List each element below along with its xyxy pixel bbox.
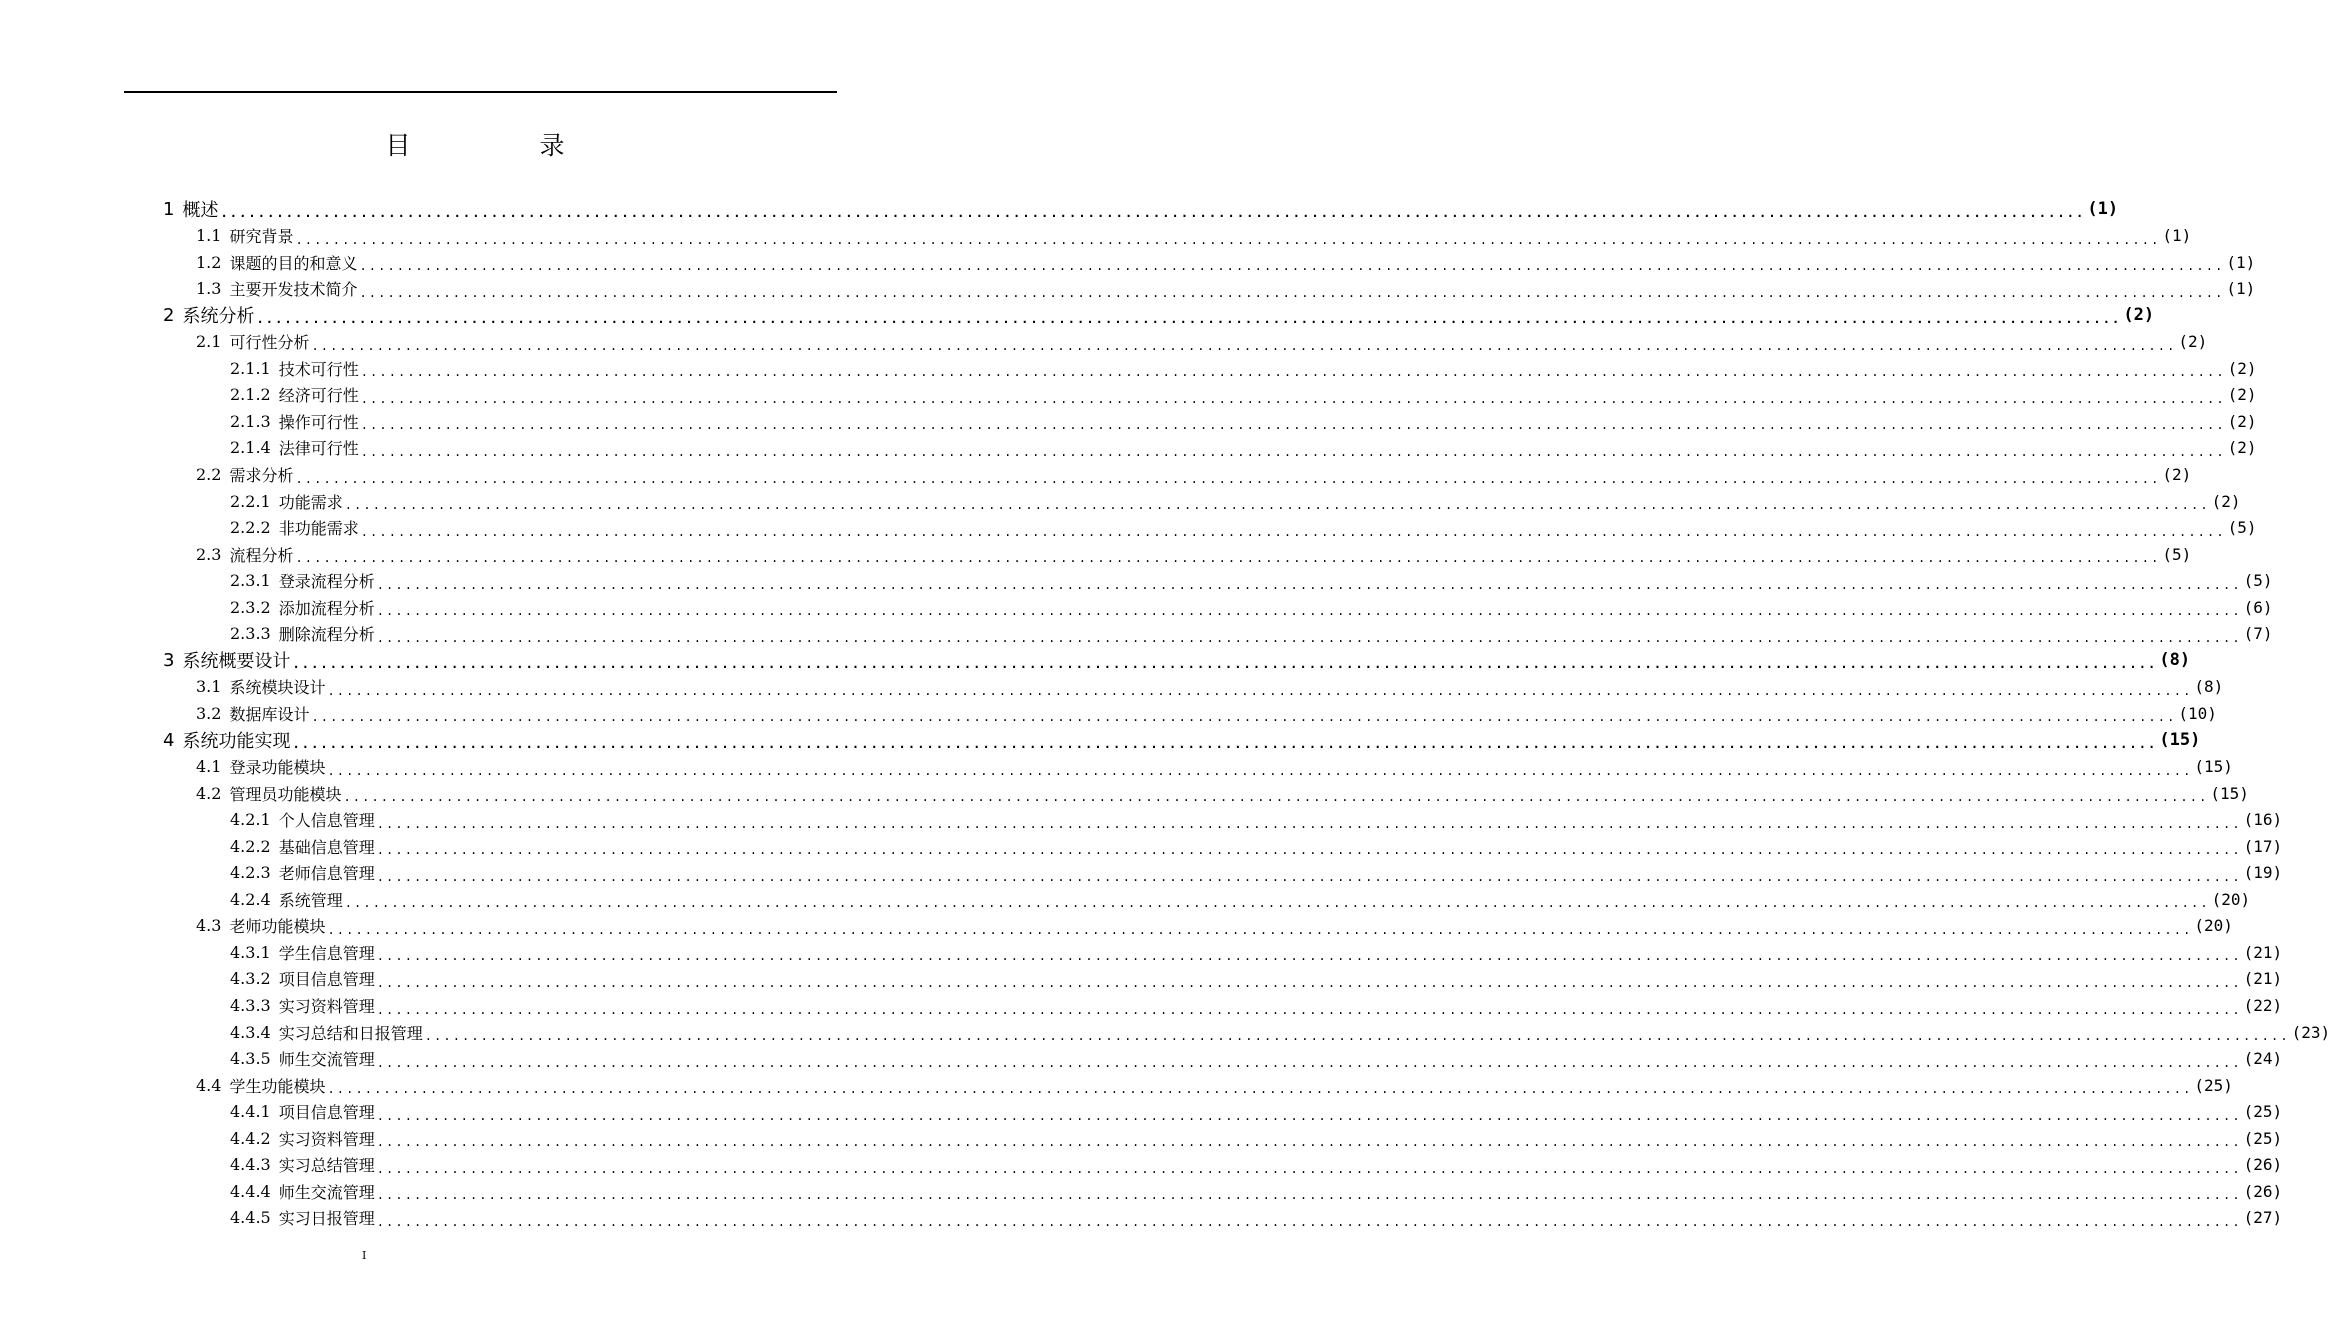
toc-entry[interactable] <box>230 833 2283 859</box>
toc-entry-label: 个人信息管理 <box>278 811 375 831</box>
toc-entry[interactable] <box>230 594 2273 620</box>
toc-title: 目 录 <box>385 131 617 160</box>
toc-entry[interactable] <box>230 435 2257 461</box>
toc-entry-number: 1.2 <box>196 252 222 272</box>
toc-entry-page: (5) <box>2227 518 2257 538</box>
toc-leader-dots: ........................................................................................................................................................................................................ <box>344 896 2210 911</box>
toc-entry-number: 1.1 <box>196 226 222 246</box>
toc-entry-page: (5) <box>2243 571 2273 591</box>
toc-entry-page: (2) <box>2211 491 2241 511</box>
toc-entry-label: 课题的目的和意义 <box>229 253 358 273</box>
toc-entry-page: (25) <box>2243 1128 2283 1148</box>
toc-entry-label: 功能需求 <box>278 492 343 512</box>
toc-entry-number: 2.3.2 <box>230 597 271 617</box>
toc-entry-number: 4 <box>163 729 175 751</box>
toc-entry-number: 2.3 <box>196 544 222 564</box>
toc-entry[interactable] <box>230 1125 2283 1151</box>
toc-entry-label: 研究背景 <box>229 227 294 247</box>
toc-entry-label: 实习总结和日报管理 <box>278 1023 423 1043</box>
toc-entry-label: 非功能需求 <box>278 519 359 539</box>
toc-leader-dots: ........................................................................................................................................................................................................ <box>376 1188 2242 1203</box>
toc-leader-dots: ........................................................................................................................................................................................................ <box>292 657 2158 672</box>
toc-entry-page: (8) <box>2194 677 2224 697</box>
toc-entry-number: 2.1.1 <box>230 358 271 378</box>
toc-leader-dots: ........................................................................................................................................................................................................ <box>376 869 2242 884</box>
toc-entry-page: (1) <box>2087 199 2119 219</box>
toc-leader-dots: ........................................................................................................................................................................................................ <box>376 975 2242 990</box>
toc-entry-number: 4.4.3 <box>230 1155 271 1175</box>
toc-leader-dots: ........................................................................................................................................................................................................ <box>359 285 2225 300</box>
toc-entry-page: (26) <box>2243 1155 2283 1175</box>
toc-entry[interactable] <box>230 621 2273 647</box>
toc-entry-number: 4.3.1 <box>230 942 271 962</box>
toc-entry-number: 4.3 <box>196 916 222 936</box>
toc-entry-page: (25) <box>2194 1075 2233 1095</box>
toc-leader-dots: ........................................................................................................................................................................................................ <box>327 763 2193 778</box>
toc-leader-dots: ........................................................................................................................................................................................................ <box>360 391 2226 406</box>
toc-entry-page: (1) <box>2226 252 2256 272</box>
toc-entry-number: 4.4.2 <box>230 1128 271 1148</box>
toc-entry-page: (8) <box>2159 650 2191 671</box>
toc-entry[interactable] <box>196 276 2256 302</box>
toc-leader-dots: ........................................................................................................................................................................................................ <box>311 710 2177 725</box>
toc-entry[interactable] <box>230 807 2283 833</box>
toc-leader-dots: ........................................................................................................................................................................................................ <box>360 418 2226 433</box>
toc-leader-dots: ........................................................................................................................................................................................................ <box>376 1135 2242 1150</box>
toc-entry[interactable] <box>230 1046 2283 1072</box>
toc-entry[interactable] <box>230 993 2283 1019</box>
toc-entry-number: 1.3 <box>196 279 222 299</box>
toc-entry[interactable] <box>230 966 2283 992</box>
toc-entry-label: 系统模块设计 <box>229 678 326 698</box>
toc-entry-label: 登录功能模块 <box>229 758 326 778</box>
toc-entry-page: (22) <box>2243 996 2283 1015</box>
toc-leader-dots: ........................................................................................................................................................................................................ <box>360 365 2226 380</box>
toc-entry-label: 实习资料管理 <box>278 997 375 1016</box>
toc-entry[interactable] <box>163 302 2155 328</box>
toc-entry[interactable] <box>196 674 2224 700</box>
toc-entry-label: 登录流程分析 <box>278 572 375 592</box>
toc-entry-label: 师生交流管理 <box>278 1182 375 1202</box>
toc-entry-page: (26) <box>2243 1181 2283 1201</box>
toc-entry-number: 2.1.3 <box>230 411 271 431</box>
toc-entry-label: 实习总结管理 <box>278 1156 375 1176</box>
toc-entry-label: 学生信息管理 <box>278 943 375 963</box>
toc-entry-page: (2) <box>2123 305 2155 326</box>
toc-leader-dots: ........................................................................................................................................................................................................ <box>376 816 2242 831</box>
toc-entry-number: 4.4.4 <box>230 1181 271 1201</box>
toc-entry[interactable] <box>230 939 2283 965</box>
toc-entry-page: (15) <box>2194 757 2233 777</box>
toc-entry-number: 2.1 <box>196 332 222 352</box>
toc-entry-number: 1 <box>163 198 175 220</box>
toc-entry-label: 项目信息管理 <box>278 1103 375 1123</box>
toc-entry-page: (23) <box>2291 1022 2330 1042</box>
toc-entry[interactable] <box>196 249 2256 275</box>
toc-entry-label: 概述 <box>182 200 219 221</box>
toc-leader-dots: ........................................................................................................................................................................................................ <box>327 922 2193 937</box>
toc-entry-page: (10) <box>2178 703 2217 723</box>
toc-entry-page: (15) <box>2159 730 2201 750</box>
toc-entry[interactable] <box>230 860 2283 886</box>
toc-entry-page: (21) <box>2243 942 2283 962</box>
toc-entry-number: 4.1 <box>196 757 222 777</box>
toc-entry[interactable] <box>230 408 2257 434</box>
toc-entry-number: 4.2.1 <box>230 810 271 830</box>
toc-entry-number: 4.2.2 <box>230 836 271 856</box>
toc-entry[interactable] <box>230 1152 2283 1178</box>
toc-entry-page: (7) <box>2243 624 2273 644</box>
toc-entry-label: 学生功能模块 <box>229 1076 326 1096</box>
toc-leader-dots: ........................................................................................................................................................................................................ <box>376 949 2242 964</box>
toc-entry[interactable] <box>196 754 2233 780</box>
toc-entry-number: 3.1 <box>196 677 222 697</box>
toc-leader-dots: ........................................................................................................................................................................................................ <box>376 1214 2242 1229</box>
toc-entry-label: 数据库设计 <box>229 704 310 724</box>
toc-leader-dots: ........................................................................................................................................................................................................ <box>311 338 2177 353</box>
toc-entry-number: 4.3.4 <box>230 1022 271 1042</box>
toc-entry-label: 可行性分析 <box>229 333 310 353</box>
toc-leader-dots: ........................................................................................................................................................................................................ <box>360 524 2226 539</box>
toc-entry-number: 2.1.4 <box>230 438 271 458</box>
toc-entry[interactable] <box>230 488 2241 514</box>
toc-entry[interactable] <box>196 780 2249 806</box>
toc-leader-dots: ........................................................................................................................................................................................................ <box>295 551 2161 566</box>
toc-leader-dots: ........................................................................................................................................................................................................ <box>327 1082 2193 1097</box>
toc-entry-number: 2.2.2 <box>230 518 271 538</box>
toc-entry-page: (1) <box>2162 226 2192 246</box>
toc-entry-page: (16) <box>2243 810 2283 830</box>
toc-leader-dots: ........................................................................................................................................................................................................ <box>376 1161 2242 1176</box>
toc-leader-dots: ........................................................................................................................................................................................................ <box>343 790 2209 805</box>
toc-leader-dots: ........................................................................................................................................................................................................ <box>376 1002 2242 1017</box>
toc-entry-number: 4.2.3 <box>230 863 271 883</box>
toc-entry-number: 3 <box>163 649 175 671</box>
toc-entry-page: (6) <box>2243 597 2273 617</box>
toc-entry-number: 4.2.4 <box>230 889 271 909</box>
toc-entry[interactable] <box>196 541 2192 567</box>
toc-leader-dots: ........................................................................................................................................................................................................ <box>295 232 2161 247</box>
toc-leader-dots: ........................................................................................................................................................................................................ <box>376 843 2242 858</box>
toc-leader-dots: ........................................................................................................................................................................................................ <box>256 312 2122 327</box>
toc-entry-label: 师生交流管理 <box>278 1050 375 1070</box>
toc-entry-page: (2) <box>2227 385 2257 405</box>
toc-entry-page: (24) <box>2243 1049 2283 1069</box>
toc-entry-page: (20) <box>2194 916 2233 936</box>
toc-entry-label: 管理员功能模块 <box>229 784 342 804</box>
toc-leader-dots: ........................................................................................................................................................................................................ <box>360 444 2226 459</box>
toc-entry-label: 技术可行性 <box>278 359 359 379</box>
toc-entry[interactable] <box>196 462 2192 488</box>
toc-entry-number: 4.3.5 <box>230 1049 271 1069</box>
page-number: I <box>362 1249 367 1262</box>
toc-entry[interactable] <box>230 1205 2283 1231</box>
toc-leader-dots: ........................................................................................................................................................................................................ <box>295 471 2161 486</box>
toc-entry-number: 4.4.1 <box>230 1102 271 1122</box>
toc-entry[interactable] <box>230 382 2257 408</box>
toc-entry-page: (25) <box>2243 1102 2283 1122</box>
toc-leader-dots: ........................................................................................................................................................................................................ <box>327 683 2193 698</box>
toc-entry[interactable] <box>230 355 2257 381</box>
toc-entry-label: 删除流程分析 <box>278 625 375 645</box>
toc-entry[interactable] <box>196 329 2208 355</box>
toc-entry[interactable] <box>230 1099 2283 1125</box>
toc-entry-label: 系统功能实现 <box>182 731 291 752</box>
toc-entry[interactable] <box>230 515 2257 541</box>
toc-entry-page: (15) <box>2210 783 2249 803</box>
toc-entry[interactable] <box>196 1072 2233 1098</box>
toc-entry-label: 流程分析 <box>229 545 294 565</box>
toc-entry[interactable] <box>163 727 2201 753</box>
toc-entry-number: 4.3.2 <box>230 969 271 989</box>
toc-entry-label: 法律可行性 <box>278 439 359 459</box>
toc-entry-page: (2) <box>2227 438 2257 458</box>
toc-entry-page: (27) <box>2243 1208 2283 1228</box>
toc-entry-number: 2.1.2 <box>230 385 271 405</box>
toc-entry-page: (2) <box>2227 411 2257 431</box>
toc-entry-label: 操作可行性 <box>278 412 359 432</box>
toc-entry[interactable] <box>230 1019 2330 1045</box>
toc-entry[interactable] <box>196 223 2192 249</box>
toc-leader-dots: ........................................................................................................................................................................................................ <box>359 259 2225 274</box>
toc-entry[interactable] <box>230 1178 2283 1204</box>
toc-leader-dots: ........................................................................................................................................................................................................ <box>376 604 2242 619</box>
toc-leader-dots: ........................................................................................................................................................................................................ <box>376 630 2242 645</box>
toc-leader-dots: ........................................................................................................................................................................................................ <box>424 1029 2290 1044</box>
toc-leader-dots: ........................................................................................................................................................................................................ <box>376 1108 2242 1123</box>
toc-entry-number: 3.2 <box>196 703 222 723</box>
toc-entry-page: (2) <box>2162 465 2192 484</box>
toc-entry-label: 基础信息管理 <box>278 837 375 857</box>
toc-entry-label: 系统概要设计 <box>182 651 291 673</box>
toc-entry-label: 主要开发技术简介 <box>229 280 358 300</box>
toc-entry-label: 老师功能模块 <box>229 917 326 937</box>
toc-entry-page: (1) <box>2226 279 2256 299</box>
toc-entry-page: (2) <box>2227 358 2257 378</box>
toc-entry-number: 2.3.1 <box>230 571 271 591</box>
toc-leader-dots: ........................................................................................................................................................................................................ <box>292 737 2158 751</box>
toc-entry-label: 实习资料管理 <box>278 1129 375 1149</box>
toc-entry[interactable] <box>230 568 2273 594</box>
toc-entry-label: 系统管理 <box>278 890 343 910</box>
toc-entry-number: 4.4.5 <box>230 1208 271 1228</box>
toc-entry[interactable] <box>196 700 2217 726</box>
toc-entry-label: 添加流程分析 <box>278 598 375 618</box>
toc-leader-dots: ........................................................................................................................................................................................................ <box>376 1055 2242 1070</box>
toc-entry-page: (17) <box>2243 836 2283 856</box>
toc-entry-number: 2.3.3 <box>230 624 271 644</box>
toc-entry-label: 系统分析 <box>182 306 255 328</box>
toc-leader-dots: ........................................................................................................................................................................................................ <box>344 498 2210 513</box>
toc-leader-dots: ........................................................................................................................................................................................................ <box>376 577 2242 592</box>
toc-entry-number: 4.3.3 <box>230 996 271 1015</box>
toc-entry[interactable] <box>230 886 2251 912</box>
toc-entry-number: 2.2 <box>196 465 222 484</box>
toc-entry[interactable] <box>196 913 2233 939</box>
toc-entry-label: 实习日报管理 <box>278 1209 375 1229</box>
toc-entry-page: (19) <box>2243 863 2283 883</box>
toc-entry-page: (21) <box>2243 969 2283 989</box>
toc-entry-page: (2) <box>2178 332 2208 352</box>
toc-entry-number: 2 <box>163 304 175 326</box>
toc-entry-number: 4.4 <box>196 1075 222 1095</box>
toc-entry-label: 老师信息管理 <box>278 864 375 884</box>
toc-entry-number: 2.2.1 <box>230 491 271 511</box>
toc-entry-label: 需求分析 <box>229 466 294 485</box>
toc-entry-label: 项目信息管理 <box>278 970 375 990</box>
toc-entry-label: 经济可行性 <box>278 386 359 406</box>
toc-entry[interactable] <box>163 647 2191 673</box>
toc-entry-number: 4.2 <box>196 783 222 803</box>
toc-entry-page: (20) <box>2211 889 2251 909</box>
toc-leader-dots: ........................................................................................................................................................................................................ <box>220 206 2086 220</box>
toc-entry-page: (5) <box>2162 544 2192 564</box>
toc-entry[interactable] <box>163 196 2119 222</box>
